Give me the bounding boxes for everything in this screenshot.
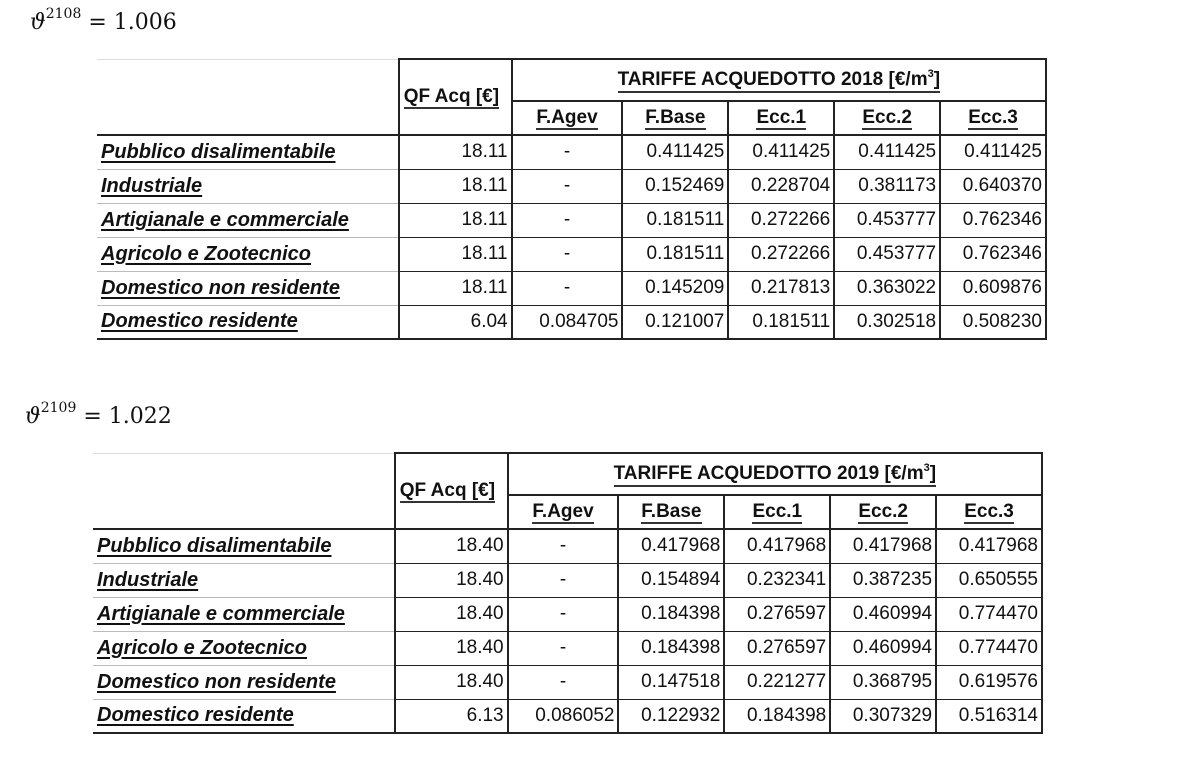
fbase-value: 0.152469 (622, 169, 728, 203)
row-label: Pubblico disalimentabile (97, 135, 399, 169)
fbase-value: 0.181511 (622, 203, 728, 237)
fbase-value: 0.154894 (618, 563, 724, 597)
ecc3-value: 0.640370 (940, 169, 1046, 203)
col-header-ecc2: Ecc.2 (834, 101, 940, 135)
col-header-fbase: F.Base (622, 101, 728, 135)
qf-value: 18.40 (395, 665, 508, 699)
fbase-value: 0.145209 (622, 271, 728, 305)
theta-value: = 1.022 (83, 404, 172, 429)
ecc3-value: 0.516314 (936, 699, 1042, 733)
tariff-table-2018 (97, 58, 1047, 340)
table-row (93, 699, 1042, 733)
ecc3-value: 0.619576 (936, 665, 1042, 699)
fagev-value: - (508, 597, 619, 631)
qf-value: 18.40 (395, 597, 508, 631)
row-label: Industriale (97, 169, 399, 203)
ecc1-value: 0.272266 (728, 237, 834, 271)
fagev-value: - (508, 529, 619, 563)
theta-2109-equation (25, 400, 172, 429)
row-label: Artigianale e commerciale (93, 597, 395, 631)
ecc1-value: 0.272266 (728, 203, 834, 237)
row-label: Domestico non residente (93, 665, 395, 699)
table-row (97, 203, 1046, 237)
ecc2-value: 0.460994 (830, 631, 936, 665)
ecc2-value: 0.381173 (834, 169, 940, 203)
ecc2-value: 0.411425 (834, 135, 940, 169)
qf-acq-header: QF Acq [€] (395, 453, 508, 529)
fagev-value: - (508, 665, 619, 699)
qf-value: 18.40 (395, 631, 508, 665)
ecc2-value: 0.302518 (834, 305, 940, 339)
fbase-value: 0.417968 (618, 529, 724, 563)
theta-symbol: ϑ (25, 404, 41, 429)
ecc1-value: 0.221277 (724, 665, 830, 699)
qf-value: 18.11 (399, 135, 512, 169)
ecc2-value: 0.307329 (830, 699, 936, 733)
fagev-value: - (512, 237, 623, 271)
ecc2-value: 0.417968 (830, 529, 936, 563)
ecc3-value: 0.774470 (936, 597, 1042, 631)
ecc2-value: 0.387235 (830, 563, 936, 597)
row-label: Industriale (93, 563, 395, 597)
ecc1-value: 0.184398 (724, 699, 830, 733)
theta-2108-equation (30, 6, 177, 35)
ecc3-value: 0.411425 (940, 135, 1046, 169)
col-header-fagev: F.Agev (508, 495, 619, 529)
col-header-ecc3: Ecc.3 (940, 101, 1046, 135)
row-label: Domestico non residente (97, 271, 399, 305)
qf-value: 6.13 (395, 699, 508, 733)
fbase-value: 0.184398 (618, 631, 724, 665)
ecc2-value: 0.453777 (834, 203, 940, 237)
corner-cell (97, 59, 399, 135)
col-header-ecc1: Ecc.1 (728, 101, 834, 135)
tariff-table-2019 (93, 452, 1043, 734)
fagev-value: - (508, 563, 619, 597)
row-label: Agricolo e Zootecnico (93, 631, 395, 665)
ecc3-value: 0.650555 (936, 563, 1042, 597)
row-label: Domestico residente (97, 305, 399, 339)
tariffe-group-header: TARIFFE ACQUEDOTTO 2018 $[€/m^3]$ (512, 59, 1046, 101)
ecc1-value: 0.232341 (724, 563, 830, 597)
col-header-ecc2: Ecc.2 (830, 495, 936, 529)
qf-value: 18.11 (399, 271, 512, 305)
fbase-value: 0.411425 (622, 135, 728, 169)
ecc3-value: 0.417968 (936, 529, 1042, 563)
corner-cell (93, 453, 395, 529)
fagev-value: - (512, 203, 623, 237)
ecc2-value: 0.453777 (834, 237, 940, 271)
fbase-value: 0.121007 (622, 305, 728, 339)
table-row (97, 169, 1046, 203)
row-label: Pubblico disalimentabile (93, 529, 395, 563)
ecc3-value: 0.774470 (936, 631, 1042, 665)
ecc1-value: 0.228704 (728, 169, 834, 203)
ecc1-value: 0.181511 (728, 305, 834, 339)
theta-value: = 1.006 (88, 10, 177, 35)
fagev-value: - (512, 169, 623, 203)
table-row (97, 271, 1046, 305)
ecc3-value: 0.762346 (940, 237, 1046, 271)
ecc1-value: 0.217813 (728, 271, 834, 305)
table-row (97, 237, 1046, 271)
ecc2-value: 0.363022 (834, 271, 940, 305)
theta-exponent: 2109 (40, 400, 77, 416)
ecc3-value: 0.508230 (940, 305, 1046, 339)
theta-exponent: 2108 (45, 6, 82, 22)
ecc3-value: 0.762346 (940, 203, 1046, 237)
ecc1-value: 0.276597 (724, 597, 830, 631)
col-header-fbase: F.Base (618, 495, 724, 529)
qf-value: 18.11 (399, 203, 512, 237)
table-row (93, 529, 1042, 563)
fagev-value: - (512, 271, 623, 305)
tariffe-group-header: TARIFFE ACQUEDOTTO 2019 $[€/m^3]$ (508, 453, 1042, 495)
qf-value: 18.40 (395, 529, 508, 563)
qf-value: 6.04 (399, 305, 512, 339)
row-label: Domestico residente (93, 699, 395, 733)
table-row (97, 135, 1046, 169)
fbase-value: 0.181511 (622, 237, 728, 271)
col-header-ecc3: Ecc.3 (936, 495, 1042, 529)
table-row (93, 563, 1042, 597)
col-header-fagev: F.Agev (512, 101, 623, 135)
qf-value: 18.11 (399, 169, 512, 203)
table-row (93, 631, 1042, 665)
ecc1-value: 0.411425 (728, 135, 834, 169)
col-header-ecc1: Ecc.1 (724, 495, 830, 529)
theta-symbol: ϑ (30, 10, 46, 35)
table-row (93, 597, 1042, 631)
fagev-value: 0.086052 (508, 699, 619, 733)
fagev-value: 0.084705 (512, 305, 623, 339)
ecc2-value: 0.368795 (830, 665, 936, 699)
table-row (93, 665, 1042, 699)
ecc1-value: 0.276597 (724, 631, 830, 665)
ecc2-value: 0.460994 (830, 597, 936, 631)
fagev-value: - (512, 135, 623, 169)
ecc1-value: 0.417968 (724, 529, 830, 563)
row-label: Artigianale e commerciale (97, 203, 399, 237)
table-row (97, 305, 1046, 339)
row-label: Agricolo e Zootecnico (97, 237, 399, 271)
fbase-value: 0.122932 (618, 699, 724, 733)
qf-acq-header: QF Acq [€] (399, 59, 512, 135)
fagev-value: - (508, 631, 619, 665)
fbase-value: 0.147518 (618, 665, 724, 699)
qf-value: 18.40 (395, 563, 508, 597)
qf-value: 18.11 (399, 237, 512, 271)
fbase-value: 0.184398 (618, 597, 724, 631)
ecc3-value: 0.609876 (940, 271, 1046, 305)
